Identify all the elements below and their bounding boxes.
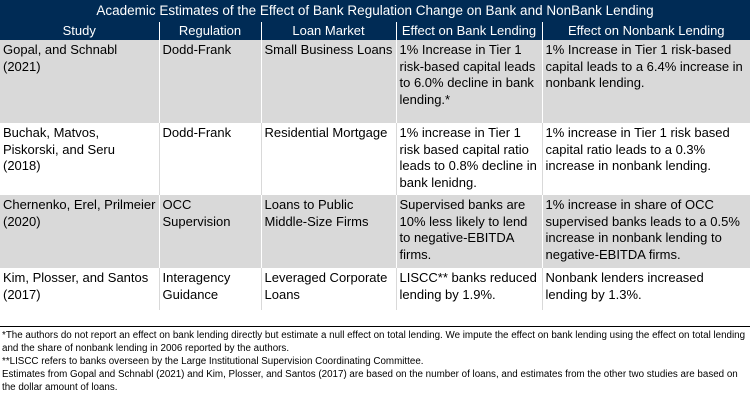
header-loan-market: Loan Market (261, 22, 396, 40)
regulation-cell: OCC Supervision (159, 195, 261, 268)
loan-market-cell: Loans to Public Middle-Size Firms (261, 195, 396, 268)
study-cell: Kim, Plosser, and Santos (2017) (0, 268, 159, 310)
header-row (0, 22, 750, 40)
footnote-liscc: **LISCC refers to banks overseen by the Large Institutional Supervision Coordinating Committee. (2, 356, 424, 367)
bank-effect-cell: Supervised banks are 10% less likely to lend to negative-EBITDA firms. (396, 195, 542, 268)
loan-market-cell: Residential Mortgage (261, 123, 396, 195)
study-cell: Chernenko, Erel, Prilmeier (2020) (0, 195, 159, 268)
footnote-null-effect: *The authors do not report an effect on bank lending directly but estimate a null effect on total lending. We impute the effect on bank lending using the effect on total lending and the share of nonbank lending in 2006 reported by the authors. (2, 330, 746, 354)
header-regulation: Regulation (159, 22, 261, 40)
study-cell: Gopal, and Schnabl (2021) (0, 40, 159, 123)
regulation-cell: Dodd-Frank (159, 40, 261, 123)
footnote-estimates-basis: Estimates from Gopal and Schnabl (2021) and Kim, Plosser, and Santos (2017) are based on the number of loans, and estimates from the other two studies are based on the dollar amount of loans. (2, 369, 738, 393)
table-row (0, 268, 750, 310)
regulation-cell: Interagency Guidance (159, 268, 261, 310)
header-bank-lending: Effect on Bank Lending (396, 22, 542, 40)
bank-effect-cell: 1% Increase in Tier 1 risk-based capital leads to 6.0% decline in bank lending.* (396, 40, 542, 123)
estimates-table (0, 22, 750, 310)
table-row (0, 40, 750, 123)
footnotes (2, 329, 748, 394)
table-row (0, 195, 750, 268)
nonbank-effect-cell: 1% increase in share of OCC supervised banks leads to a 0.5% increase in nonbank lending to negative-EBITDA firms. (542, 195, 750, 268)
study-cell: Buchak, Matvos, Piskorski, and Seru (2018) (0, 123, 159, 195)
footnote-divider (0, 326, 750, 327)
loan-market-cell: Small Business Loans (261, 40, 396, 123)
header-study: Study (0, 22, 159, 40)
header-nonbank-lending: Effect on Nonbank Lending (542, 22, 750, 40)
nonbank-effect-cell: 1% Increase in Tier 1 risk-based capital leads to a 6.4% increase in nonbank lending. (542, 40, 750, 123)
table-row (0, 123, 750, 195)
regulation-cell: Dodd-Frank (159, 123, 261, 195)
table-title: Academic Estimates of the Effect of Bank Regulation Change on Bank and NonBank Lending (0, 0, 750, 22)
bank-effect-cell: 1% increase in Tier 1 risk based capital ratio leads to 0.8% decline in bank lenidng. (396, 123, 542, 195)
nonbank-effect-cell: Nonbank lenders increased lending by 1.3%. (542, 268, 750, 310)
nonbank-effect-cell: 1% increase in Tier 1 risk based capital ratio leads to a 0.3% increase in nonbank lending. (542, 123, 750, 195)
bank-effect-cell: LISCC** banks reduced lending by 1.9%. (396, 268, 542, 310)
loan-market-cell: Leveraged Corporate Loans (261, 268, 396, 310)
